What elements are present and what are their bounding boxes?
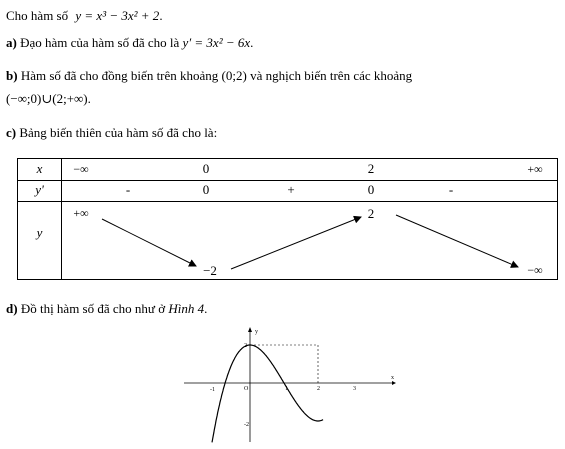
- part-a-expr: y′ = 3x² − 6x: [182, 35, 251, 50]
- part-d-label: d): [6, 301, 18, 316]
- cubic-curve: [212, 345, 323, 442]
- variation-table: [17, 158, 558, 280]
- x-zero: 0: [202, 161, 210, 176]
- part-b-interval1: (0;2): [221, 68, 247, 83]
- part-a-text: Đạo hàm của hàm số đã cho là: [20, 35, 180, 50]
- tick-y-2: 2: [244, 343, 247, 349]
- x-two: 2: [367, 161, 375, 176]
- function-graph: [180, 326, 410, 446]
- arrow-decrease-1: [102, 219, 196, 266]
- y-pos-inf: +∞: [73, 206, 89, 220]
- part-b-end: .: [87, 91, 91, 106]
- tick-x-1: 1: [285, 386, 288, 392]
- table-head-x: x: [36, 161, 43, 176]
- intro-dot: .: [159, 8, 163, 23]
- part-b-line2: [6, 91, 91, 107]
- yprime-sign-3: -: [448, 182, 454, 197]
- part-b-label: b): [6, 68, 18, 83]
- origin-label: O: [244, 386, 249, 392]
- axis-label-x: x: [391, 375, 394, 381]
- yprime-zero-2: 0: [367, 182, 375, 197]
- part-d-ref: Hình 4: [168, 301, 205, 316]
- yprime-zero-1: 0: [202, 182, 210, 197]
- part-b-text1: Hàm số đã cho đồng biến trên khoảng: [20, 68, 219, 83]
- arrow-increase: [231, 217, 361, 269]
- part-d-text: Đồ thị hàm số đã cho như ở: [20, 301, 166, 316]
- part-b-interval2: (−∞;0)∪(2;+∞): [6, 91, 88, 106]
- tick-x-2: 2: [317, 386, 320, 392]
- table-head-yprime: y': [35, 182, 44, 197]
- x-axis-arrow: [392, 381, 396, 385]
- part-a-label: a): [6, 35, 17, 50]
- part-a: [6, 35, 253, 51]
- part-c-text: Bảng biến thiên của hàm số đã cho là:: [19, 125, 218, 140]
- part-b-text2: và nghịch biến trên các khoảng: [250, 68, 413, 83]
- intro-prefix: Cho hàm số: [6, 8, 69, 23]
- table-head-y: y: [36, 225, 43, 240]
- part-a-end: .: [250, 35, 254, 50]
- axis-label-y: y: [255, 329, 258, 335]
- intro-line: [6, 8, 163, 24]
- tick-y-neg2: -2: [244, 422, 249, 428]
- tick-x-neg1: -1: [210, 387, 215, 393]
- part-d-end: .: [204, 301, 208, 316]
- yprime-sign-2: +: [287, 182, 295, 197]
- part-d: [6, 301, 207, 317]
- part-c: [6, 125, 217, 141]
- x-neg-inf: −∞: [73, 162, 89, 176]
- part-b-line1: [6, 68, 412, 84]
- x-pos-inf: +∞: [527, 162, 543, 176]
- y-neg-inf: −∞: [527, 263, 543, 277]
- intro-function: y = x³ − 3x² + 2: [75, 8, 160, 23]
- part-c-label: c): [6, 125, 17, 140]
- variation-arrows: [18, 159, 559, 281]
- y-min: −2: [203, 263, 217, 278]
- y-axis-arrow: [248, 327, 252, 332]
- arrow-decrease-2: [396, 215, 518, 267]
- y-max: 2: [367, 206, 375, 221]
- yprime-sign-1: -: [125, 182, 131, 197]
- tick-x-3: 3: [353, 386, 356, 392]
